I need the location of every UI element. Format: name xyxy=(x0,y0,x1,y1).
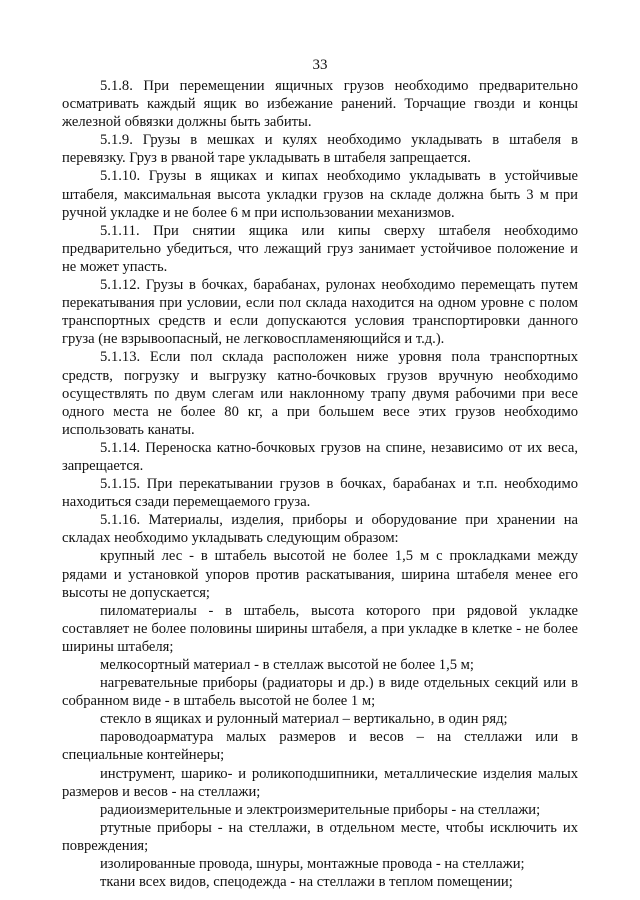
list-item-mercury-devices: ртутные приборы - на стеллажи, в отдельном месте, чтобы исключить их повреждения; xyxy=(62,819,578,854)
page-number: 33 xyxy=(312,57,328,73)
list-item-valves: пароводоарматура малых размеров и весов – на стеллажи или в специальные контейнеры; xyxy=(62,729,578,764)
paragraph-5-1-14: 5.1.14. Переноска катно-бочковых грузов на спине, независимо от их веса, запрещается. xyxy=(62,439,578,474)
paragraph-5-1-13: 5.1.13. Если пол склада расположен ниже уровня пола транспортных средств, погрузку и выгрузку катно-бочковых грузов вручную необходимо осуществлять по двум слегам или наклонному трапу двумя рабочими при весе одного места не более 80 кг, а при большем весе этих грузов необходимо использовать канаты. xyxy=(62,349,578,438)
paragraph-5-1-11: 5.1.11. При снятии ящика или кипы сверху штабеля необходимо предварительно убедиться, что лежащий груз занимает устойчивое положение и не может упасть. xyxy=(62,222,578,275)
list-item-timber: крупный лес - в штабель высотой не более 1,5 м с прокладками между рядами и установкой упоров против раскатывания, ширина штабеля менее его высоты не допускается; xyxy=(62,548,578,601)
list-item-fabrics: ткани всех видов, спецодежда - на стеллажи в теплом помещении; xyxy=(100,874,513,891)
paragraph-5-1-10: 5.1.10. Грузы в ящиках и кипах необходимо укладывать в устойчивые штабеля, максимальная высота укладки грузов на складе должна быть 3 м при ручной укладке и не более 6 м при использовании механизмов. xyxy=(62,168,578,221)
paragraph-5-1-15: 5.1.15. При перекатывании грузов в бочках, барабанах и т.п. необходимо находиться сзади перемещаемого груза. xyxy=(62,476,578,511)
list-item-glass: стекло в ящиках и рулонный материал – вертикально, в один ряд; xyxy=(100,711,508,728)
list-item-tools: инструмент, шарико- и роликоподшипники, металлические изделия малых размеров и весов - на стеллажи; xyxy=(62,765,578,800)
list-item-instruments: радиоизмерительные и электроизмерительные приборы - на стеллажи; xyxy=(100,801,541,818)
paragraph-5-1-9: 5.1.9. Грузы в мешках и кулях необходимо укладывать в штабеля в перевязку. Груз в рваной таре укладывать в штабеля запрещается. xyxy=(62,132,578,167)
list-item-lumber: пиломатериалы - в штабель, высота которого при рядовой укладке составляет не более половины ширины штабеля, а при укладке в клетке - не более ширины штабеля; xyxy=(62,602,578,655)
paragraph-5-1-16: 5.1.16. Материалы, изделия, приборы и оборудование при хранении на складах необходимо укладывать следующим образом: xyxy=(62,512,578,547)
paragraph-5-1-12: 5.1.12. Грузы в бочках, барабанах, рулонах необходимо перемещать путем перекатывания при условии, если пол склада находится на одном уровне с полом транспортных средств и если допускаются условия транспортировки данного груза (не взрывоопасный, не легковоспламеняющийся и т.д.). xyxy=(62,277,578,348)
list-item-heaters: нагревательные приборы (радиаторы и др.) в виде отдельных секций или в собранном виде - в штабель высотой не более 1 м; xyxy=(62,675,578,710)
body-text xyxy=(62,77,578,891)
paragraph-5-1-8: 5.1.8. При перемещении ящичных грузов необходимо предварительно осматривать каждый ящик во избежание ранений. Торчащие гвозди и концы железной обвязки должны быть забиты. xyxy=(62,78,578,131)
list-item-wires: изолированные провода, шнуры, монтажные провода - на стеллажи; xyxy=(100,856,525,873)
list-item-small-material: мелкосортный материал - в стеллаж высотой не более 1,5 м; xyxy=(100,657,474,673)
